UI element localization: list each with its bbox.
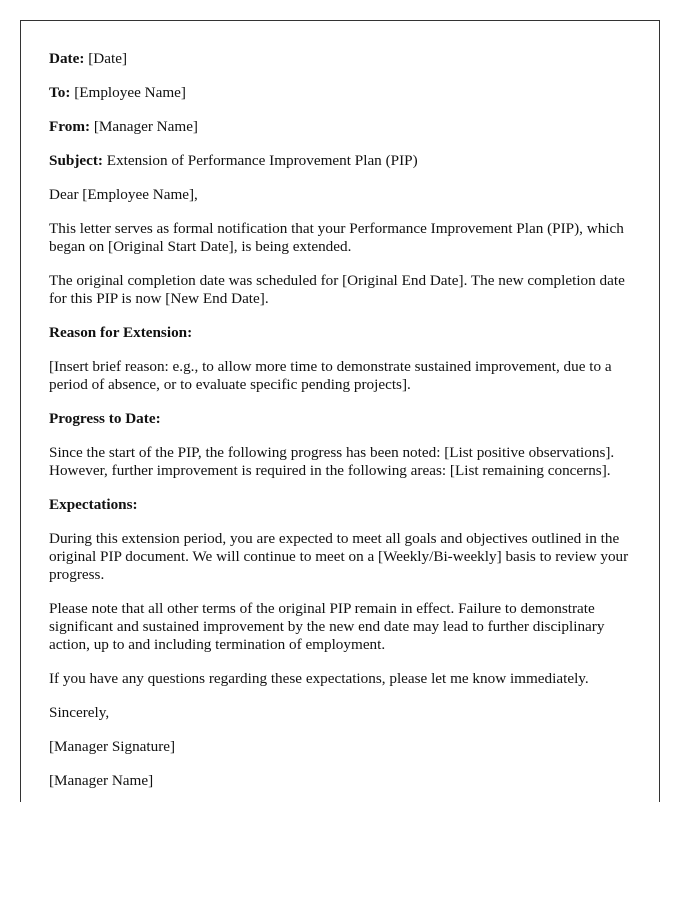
questions-paragraph: If you have any questions regarding these expectations, please let me know immediately.	[49, 670, 589, 687]
from-value: [Manager Name]	[93, 118, 198, 135]
progress-heading	[49, 410, 631, 428]
to-label: To:	[49, 84, 71, 101]
expectations-paragraph: During this extension period, you are expected to meet all goals and objectives outlined in the original PIP document. We will continue to meet on a [Weekly/Bi-weekly] basis to review your progress.	[49, 530, 629, 583]
signature: [Manager Signature]	[49, 738, 176, 755]
sign-off: Sincerely,	[49, 704, 110, 721]
reason-heading-text: Reason for Extension:	[49, 324, 193, 341]
subject-value: Extension of Performance Improvement Plan (PIP)	[106, 152, 418, 169]
reason-paragraph: [Insert brief reason: e.g., to allow more time to demonstrate sustained improvement, due to a period of absence, or to evaluate specific pending projects].	[49, 358, 612, 393]
date-value: [Date]	[88, 50, 128, 67]
to-value: [Employee Name]	[74, 84, 186, 101]
reason-heading	[49, 324, 631, 342]
greeting: Dear [Employee Name],	[49, 186, 198, 203]
subject-line	[49, 152, 631, 170]
subject-label: Subject:	[49, 152, 103, 169]
progress-paragraph: Since the start of the PIP, the following progress has been noted: [List positive observations]. However, further improvement is required in the following areas: [List remaining concerns].	[49, 444, 615, 479]
from-label: From:	[49, 118, 91, 135]
date-label: Date:	[49, 50, 85, 67]
expectations-heading-text: Expectations:	[49, 496, 138, 513]
manager-name: [Manager Name]	[49, 772, 154, 789]
date-line	[49, 50, 631, 68]
expectations-heading	[49, 496, 631, 514]
progress-heading-text: Progress to Date:	[49, 410, 161, 427]
terms-paragraph: Please note that all other terms of the original PIP remain in effect. Failure to demonstrate significant and sustained improvement by the new end date may lead to further disciplinary action, up to and including termination of employment.	[49, 600, 605, 653]
dates-paragraph: The original completion date was scheduled for [Original End Date]. The new completion date for this PIP is now [New End Date].	[49, 272, 625, 307]
intro-paragraph: This letter serves as formal notification that your Performance Improvement Plan (PIP), which began on [Original Start Date], is being extended.	[49, 220, 624, 255]
letter-page	[20, 20, 660, 802]
to-line	[49, 84, 631, 102]
from-line	[49, 118, 631, 136]
